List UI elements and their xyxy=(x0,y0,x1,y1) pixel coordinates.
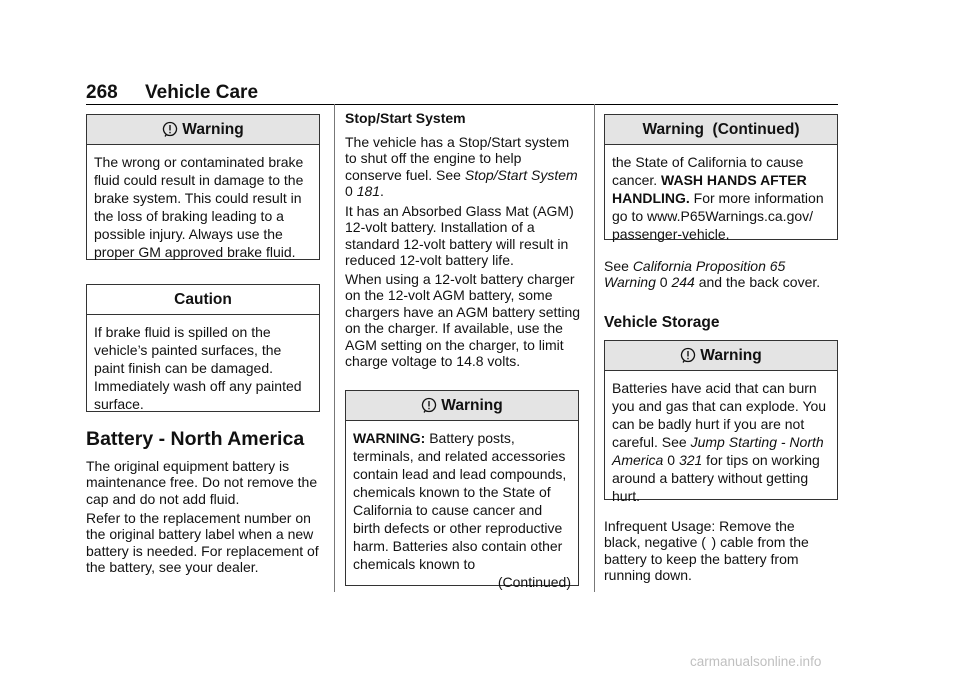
caution-box-header: Caution xyxy=(87,285,319,315)
battery-para-2: Refer to the replacement number on the original battery label when a new battery is needed. For replacement of the battery, see your dealer. xyxy=(86,510,319,576)
warning-box-header xyxy=(87,115,319,145)
warning-text: Batteries have acid that can burn you and gas that can explode. You can be badly hurt if you are not careful. See xyxy=(612,380,827,450)
page-ref-icon: 0 xyxy=(659,274,668,291)
section-title: Vehicle Care xyxy=(145,82,259,103)
stopstart-page-ref[interactable]: 181 xyxy=(356,183,381,200)
page-number: 268 xyxy=(86,82,118,103)
stopstart-heading: Stop/Start System xyxy=(345,110,466,126)
watermark: carmanualsonline.info xyxy=(690,654,822,669)
continued-label: (Continued) xyxy=(497,574,571,590)
warning-text: for tips on working around a battery without getting hurt. xyxy=(612,452,820,504)
warning-icon xyxy=(421,394,437,424)
warning-title: Warning xyxy=(700,347,762,364)
warning-icon xyxy=(162,118,178,148)
vehicle-storage-heading: Vehicle Storage xyxy=(604,314,720,331)
agm-para: It has an Absorbed Glass Mat (AGM) 12-volt battery. Installation of a standard 12-volt battery will result in reduced 12-volt battery life. xyxy=(345,203,574,269)
column-divider xyxy=(594,104,595,592)
page-ref-icon: 0 xyxy=(667,452,676,468)
stopstart-link[interactable]: Stop/Start System xyxy=(464,166,578,183)
warning-text: the State of California to cause cancer. xyxy=(612,154,804,188)
period: . xyxy=(380,183,384,200)
header-rule xyxy=(86,104,838,105)
warning-box-header xyxy=(605,341,837,371)
warning-title: Warning xyxy=(182,121,244,138)
jump-starting-link[interactable]: Jump Starting - North America xyxy=(612,434,824,468)
warning-bold-text: WASH HANDS AFTER HANDLING. xyxy=(612,172,807,206)
caution-body: If brake fluid is spilled on the vehicle’s painted surfaces, the paint finish can be damaged. Immediately wash off any painted surface. xyxy=(94,324,302,412)
warning-box-continued xyxy=(604,114,838,240)
warning-title: Warning xyxy=(441,397,503,414)
see-prop65-para xyxy=(604,258,834,291)
jump-starting-page-ref[interactable]: 321 xyxy=(678,452,703,468)
stopstart-para-1-text: The vehicle has a Stop/Start system to shut off the engine to help conserve fuel. See xyxy=(345,134,570,183)
warning-box-lead xyxy=(345,390,579,590)
warning-text: Battery posts, terminals, and related accessories contain lead and lead compounds, chemicals known to the State of California to cause cancer and birth defects or other reproductive harm. Batteries also contain other chemicals known to xyxy=(353,430,567,572)
column-divider xyxy=(334,104,335,592)
warning-box-battery-acid xyxy=(604,340,838,504)
see-text: See xyxy=(604,258,633,274)
warning-box-header xyxy=(346,391,578,421)
warning-body: The wrong or contaminated brake fluid could result in damage to the brake system. This could result in the loss of braking leading to a possible injury. Always use the proper GM approved brake fluid. xyxy=(94,154,304,260)
warning-box-header: Warning (Continued) xyxy=(605,115,837,145)
page-header xyxy=(86,82,838,106)
charger-para: When using a 12-volt battery charger on the 12-volt AGM battery, some chargers have an AGM battery setting on the charger. If available, use the AGM setting on the charger, to limit charge voltage to 14.8 volts. xyxy=(345,271,581,370)
prop65-link[interactable]: California Proposition 65 Warning xyxy=(604,258,786,291)
warning-body xyxy=(605,371,837,511)
warning-box-brake-fluid xyxy=(86,114,320,260)
infrequent-usage-para: Infrequent Usage: Remove the black, negative ( ) cable from the battery to keep the battery from running down. xyxy=(604,518,809,584)
warning-text: For more information go to www.P65Warnings.ca.gov/ passenger-vehicle. xyxy=(612,190,824,242)
warning-body xyxy=(346,421,578,593)
warning-icon xyxy=(680,344,696,374)
battery-heading: Battery - North America xyxy=(86,428,305,450)
prop65-page-ref[interactable]: 244 xyxy=(671,274,695,291)
caution-box-paint xyxy=(86,284,320,412)
see-text-end: and the back cover. xyxy=(694,274,821,291)
battery-para-1: The original equipment battery is maintenance free. Do not remove the cap and do not add fluid. xyxy=(86,458,318,507)
page-ref-icon: 0 xyxy=(345,183,353,200)
stopstart-para-1 xyxy=(345,134,579,200)
warning-body xyxy=(605,145,837,249)
warning-lead: WARNING: xyxy=(353,430,426,446)
